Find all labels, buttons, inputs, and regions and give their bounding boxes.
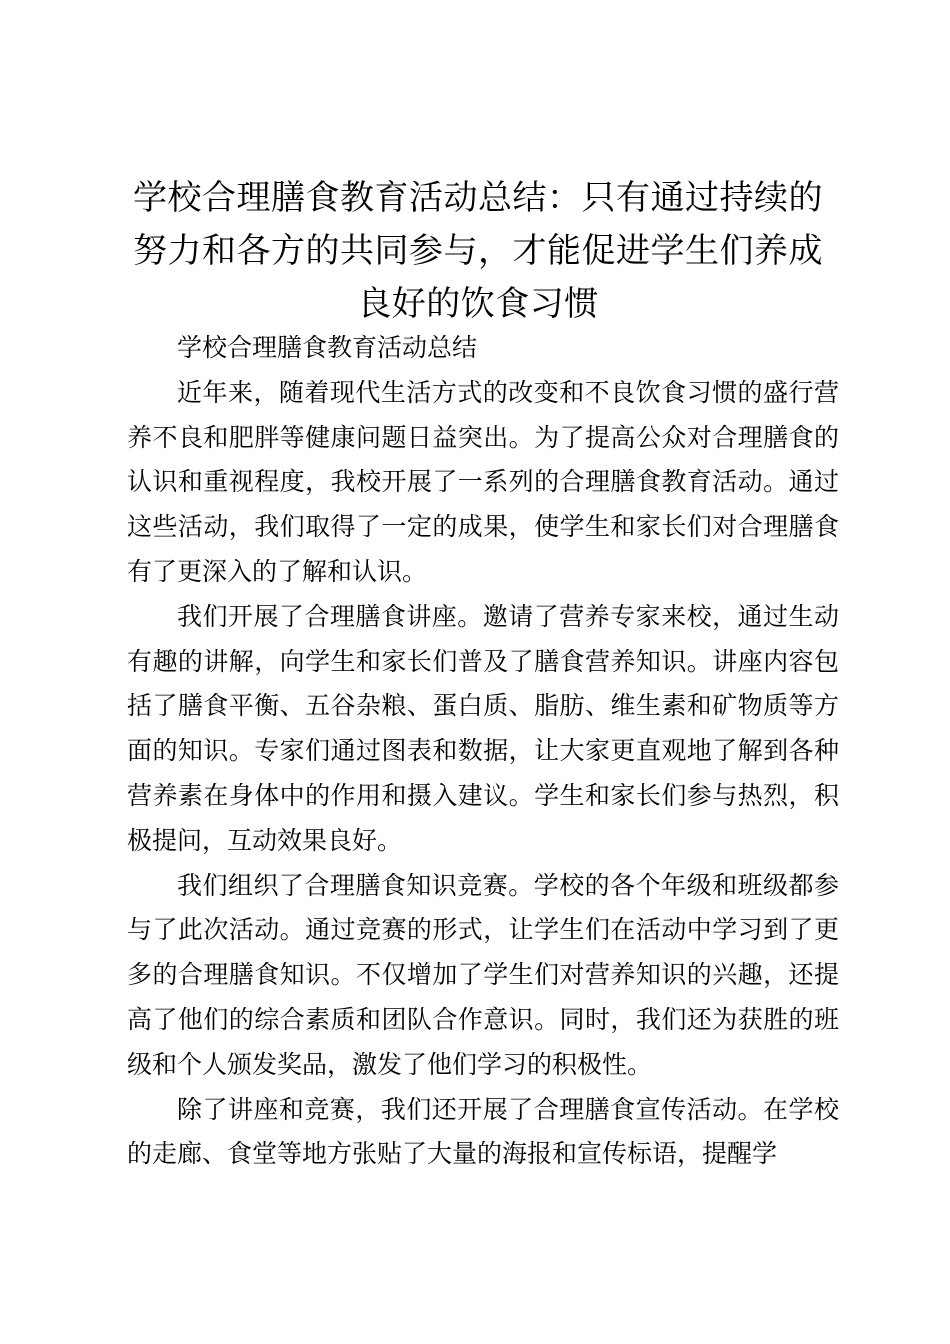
subtitle-paragraph: 学校合理膳食教育活动总结 (177, 333, 478, 362)
competition-paragraph: 我们组织了合理膳食知识竞赛。学校的各个年级和班级都参与了此次活动。通过竞赛的形式，让学生们在活动中学习到了更多的合理膳食知识。不仅增加了学生们对营养知识的兴趣，还提高了他们的综合素质和团队合作意识。同时，我们还为获胜的班级和个人颁发奖品，激发了他们学习的积极性。 (127, 870, 839, 1079)
document-title: 学校合理膳食教育活动总结：只有通过持续的努力和各方的共同参与，才能促进学生们养成良好的饮食习惯 (133, 178, 823, 324)
document-body (127, 326, 839, 1177)
lecture-paragraph: 我们开展了合理膳食讲座。邀请了营养专家来校，通过生动有趣的讲解，向学生和家长们普及了膳食营养知识。讲座内容包括了膳食平衡、五谷杂粮、蛋白质、脂肪、维生素和矿物质等方面的知识。专家们通过图表和数据，让大家更直观地了解到各种营养素在身体中的作用和摄入建议。学生和家长们参与热烈，积极提问，互动效果良好。 (127, 601, 839, 855)
intro-paragraph: 近年来，随着现代生活方式的改变和不良饮食习惯的盛行营养不良和肥胖等健康问题日益突出。为了提高公众对合理膳食的认识和重视程度，我校开展了一系列的合理膳食教育活动。通过这些活动，我们取得了一定的成果，使学生和家长们对合理膳食有了更深入的了解和认识。 (127, 377, 839, 586)
publicity-paragraph: 除了讲座和竞赛，我们还开展了合理膳食宣传活动。在学校的走廊、食堂等地方张贴了大量的海报和宣传标语，提醒学 (127, 1094, 839, 1169)
